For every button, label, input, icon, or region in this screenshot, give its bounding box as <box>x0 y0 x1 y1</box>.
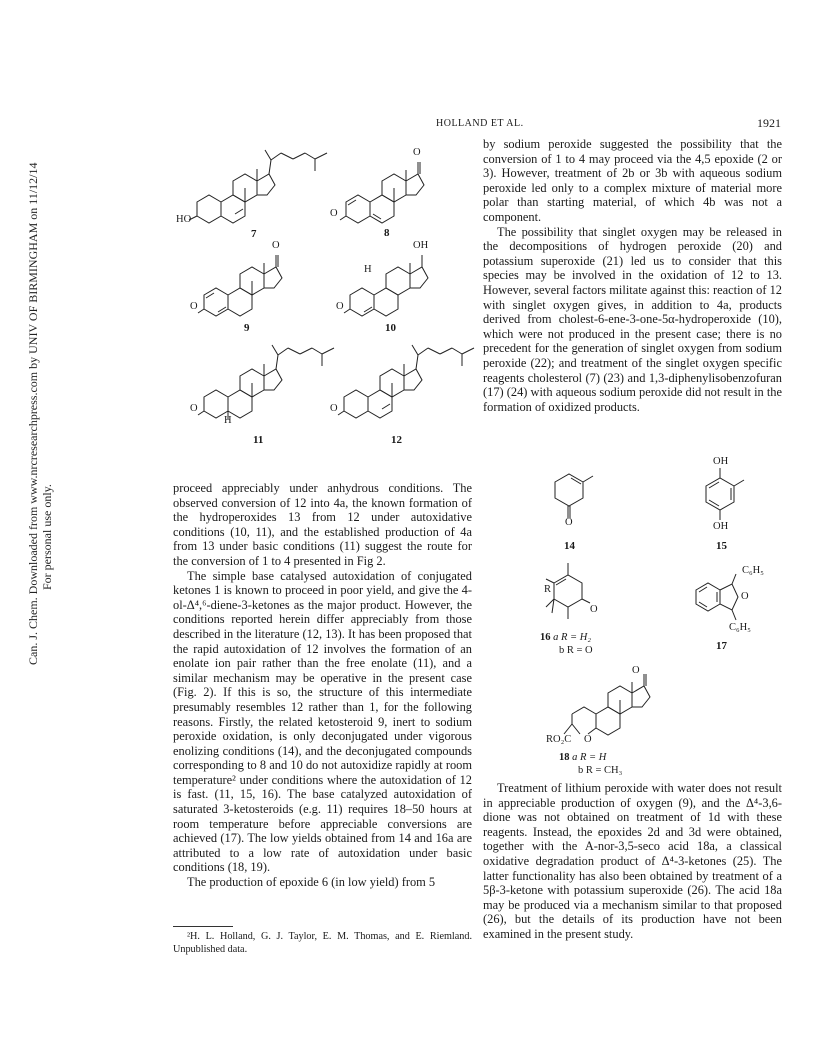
download-notice: Can. J. Chem. Downloaded from www.nrcresearchpress.com by UNIV OF BIRMINGHAM on 11/12/14 <box>26 162 40 665</box>
paragraph: The simple base catalysed autoxidation of conjugated ketones 1 is known to proceed in poor yield, and give the 4-ol-Δ⁴,⁶-diene-3-ketones as the major product. However, the conditions reported herein differ appreciably from those described in the literature (12, 13). It has been proposed that the rapid autoxidation of 12 involves the formation of an enolate ion pair rather than the free enolate (11), and a similar mechanism may be operative in the present case (Fig. 2). If this is so, the structure of this intermediate presumably resembles 12 rather than 1, for the following reasons. Firstly, the related ketosteroid 9, inert to sodium peroxide oxidation, is only deconjugated under vigorous enolizing conditions (14), and the deconjugated compounds corresponding to 8 and 10 do not autoxidize rapidly at room temperature² under conditions where the autoxidation of 12 is fast. (11, 15, 16). The base catalyzed autoxidation of saturated 3-ketosteroids (e.g. 11) requires 18–50 hours at room temperature before appreciable conversions are achieved (17). The low yields obtained from 14 and 16a are attributed to a low rate of autoxidation under basic conditions (18, 19). <box>173 568 472 875</box>
phenyl-label-17-bottom: C₆H₅ <box>729 622 751 633</box>
structure-17 <box>688 570 768 640</box>
ketone-label-10-left: O <box>336 301 344 312</box>
footnote <box>173 931 472 956</box>
hydrogen-label-10: H <box>364 264 372 275</box>
compound-number-7: 7 <box>251 228 257 240</box>
personal-use-notice: For personal use only. <box>40 484 54 590</box>
ketone-label-9-left: O <box>190 301 198 312</box>
structure-7 <box>175 140 335 235</box>
right-column-text-top <box>483 137 782 414</box>
compound-number-18: 18 <box>559 752 570 763</box>
r-label-16: R <box>544 584 552 595</box>
paragraph: proceed appreciably under anhydrous conditions. The observed conversion of 12 into 4a, the known formation of the hydroperoxides 13 from 12 under autoxidative conditions (10, 11), and the established production of 4a from 13 under basic conditions (11) suggest the route for the conversion of 1 to 4 presented in Fig 2. <box>173 481 472 568</box>
compound-18-variant-a <box>559 752 606 763</box>
structure-11 <box>190 335 345 430</box>
page-number: 1921 <box>757 116 781 130</box>
structure-10 <box>336 243 456 328</box>
ketone-label-8-top: O <box>413 147 421 158</box>
oxygen-label-17: O <box>741 591 749 602</box>
ketone-label-11: O <box>190 403 198 414</box>
right-column-text-bottom <box>483 781 782 942</box>
ketone-label-18-left: O <box>584 734 592 745</box>
ketone-label-18-top: O <box>632 665 640 676</box>
hydrogen-label-11: H <box>224 415 232 426</box>
ketone-label-8-left: O <box>330 208 338 219</box>
compound-number-12: 12 <box>391 434 402 446</box>
compound-number-17: 17 <box>716 640 727 652</box>
footnote-text: ²H. L. Holland, G. J. Taylor, E. M. Thomas, and E. Riemland. Unpublished data. <box>173 931 472 955</box>
hydroxyl-label-10: OH <box>413 240 429 251</box>
ester-label-18: RO₂C <box>546 734 572 745</box>
compound-16-variant-b: b R = O <box>559 645 593 656</box>
paragraph: The possibility that singlet oxygen may be released in the decompositions of hydrogen peroxide (20) and potassium superoxide (21) led us to consider that this species may be involved in the oxidation of 12 to 13. However, several factors militate against this: reaction of 12 with singlet oxygen gives, in addition to 4a, products derived from cholest-6-ene-3-one-5α-hydroperoxide (10), which were not produced in the present case; there is no precedent for the generation of singlet oxygen from sodium peroxide (22); and treatment of the singlet oxygen specific reagents cholesterol (7) (23) and 1,3-diphenylisobenzofuran (17) (24) with aqueous sodium peroxide did not result in the formation of oxidized products. <box>483 224 782 414</box>
left-column-text <box>173 481 472 890</box>
ketone-label-9-top: O <box>272 240 280 251</box>
compound-number-15: 15 <box>716 540 727 552</box>
paragraph: Treatment of lithium peroxide with water does not result in appreciable production of oxygen (9), and the Δ⁴-3,6-dione was not obtained on treatment of 1d with these reagents. Instead, the epoxides 2d and 3d were obtained, together with the A-nor-3,5-seco acid 18a, a classical oxidative degradation product of Δ⁴-3-ketones (25). The latter functionality has also been obtained by treatment of a 5β-3-ketone with potassium superoxide (26). The acid 18a may be produced via a mechanism similar to that proposed (26), but the details of its production have not been examined in the present study. <box>483 781 782 941</box>
compound-number-9: 9 <box>244 322 250 334</box>
variant-a-text: a R = H₂ <box>553 632 591 643</box>
compound-18-variant-b: b R = CH₃ <box>578 765 623 776</box>
ketone-label-12: O <box>330 403 338 414</box>
hydroxyl-label-15-top: OH <box>713 456 729 467</box>
compound-number-10: 10 <box>385 322 396 334</box>
structure-12 <box>330 335 485 430</box>
ketone-label-16: O <box>590 604 598 615</box>
compound-number-16: 16 <box>540 632 551 643</box>
structure-9 <box>190 243 310 328</box>
paragraph: The production of epoxide 6 (in low yield) from 5 <box>187 875 436 890</box>
compound-number-8: 8 <box>384 227 390 239</box>
hydroxyl-label-15-bottom: OH <box>713 521 729 532</box>
paragraph: by sodium peroxide suggested the possibility that the conversion of 1 to 4 may proceed via the 4,5 epoxide (2 or 3). However, treatment of 2b or 3b with aqueous sodium peroxide led only to a complex mixture of material more polar than starting material, of which 4b was not a component. <box>483 137 782 224</box>
hydroxyl-label-7: HO <box>176 214 192 225</box>
variant-a-text: a R = H <box>572 752 607 763</box>
ketone-label-14: O <box>565 517 573 528</box>
structure-8 <box>332 150 452 235</box>
compound-number-11: 11 <box>253 434 264 446</box>
download-margin <box>0 0 54 1055</box>
running-head: HOLLAND ET AL. <box>436 118 524 129</box>
compound-number-14: 14 <box>564 540 575 552</box>
phenyl-label-17-top: C₆H₅ <box>742 565 764 576</box>
structure-18 <box>540 668 690 763</box>
compound-16-variant-a <box>540 632 591 643</box>
footnote-rule <box>173 926 233 927</box>
